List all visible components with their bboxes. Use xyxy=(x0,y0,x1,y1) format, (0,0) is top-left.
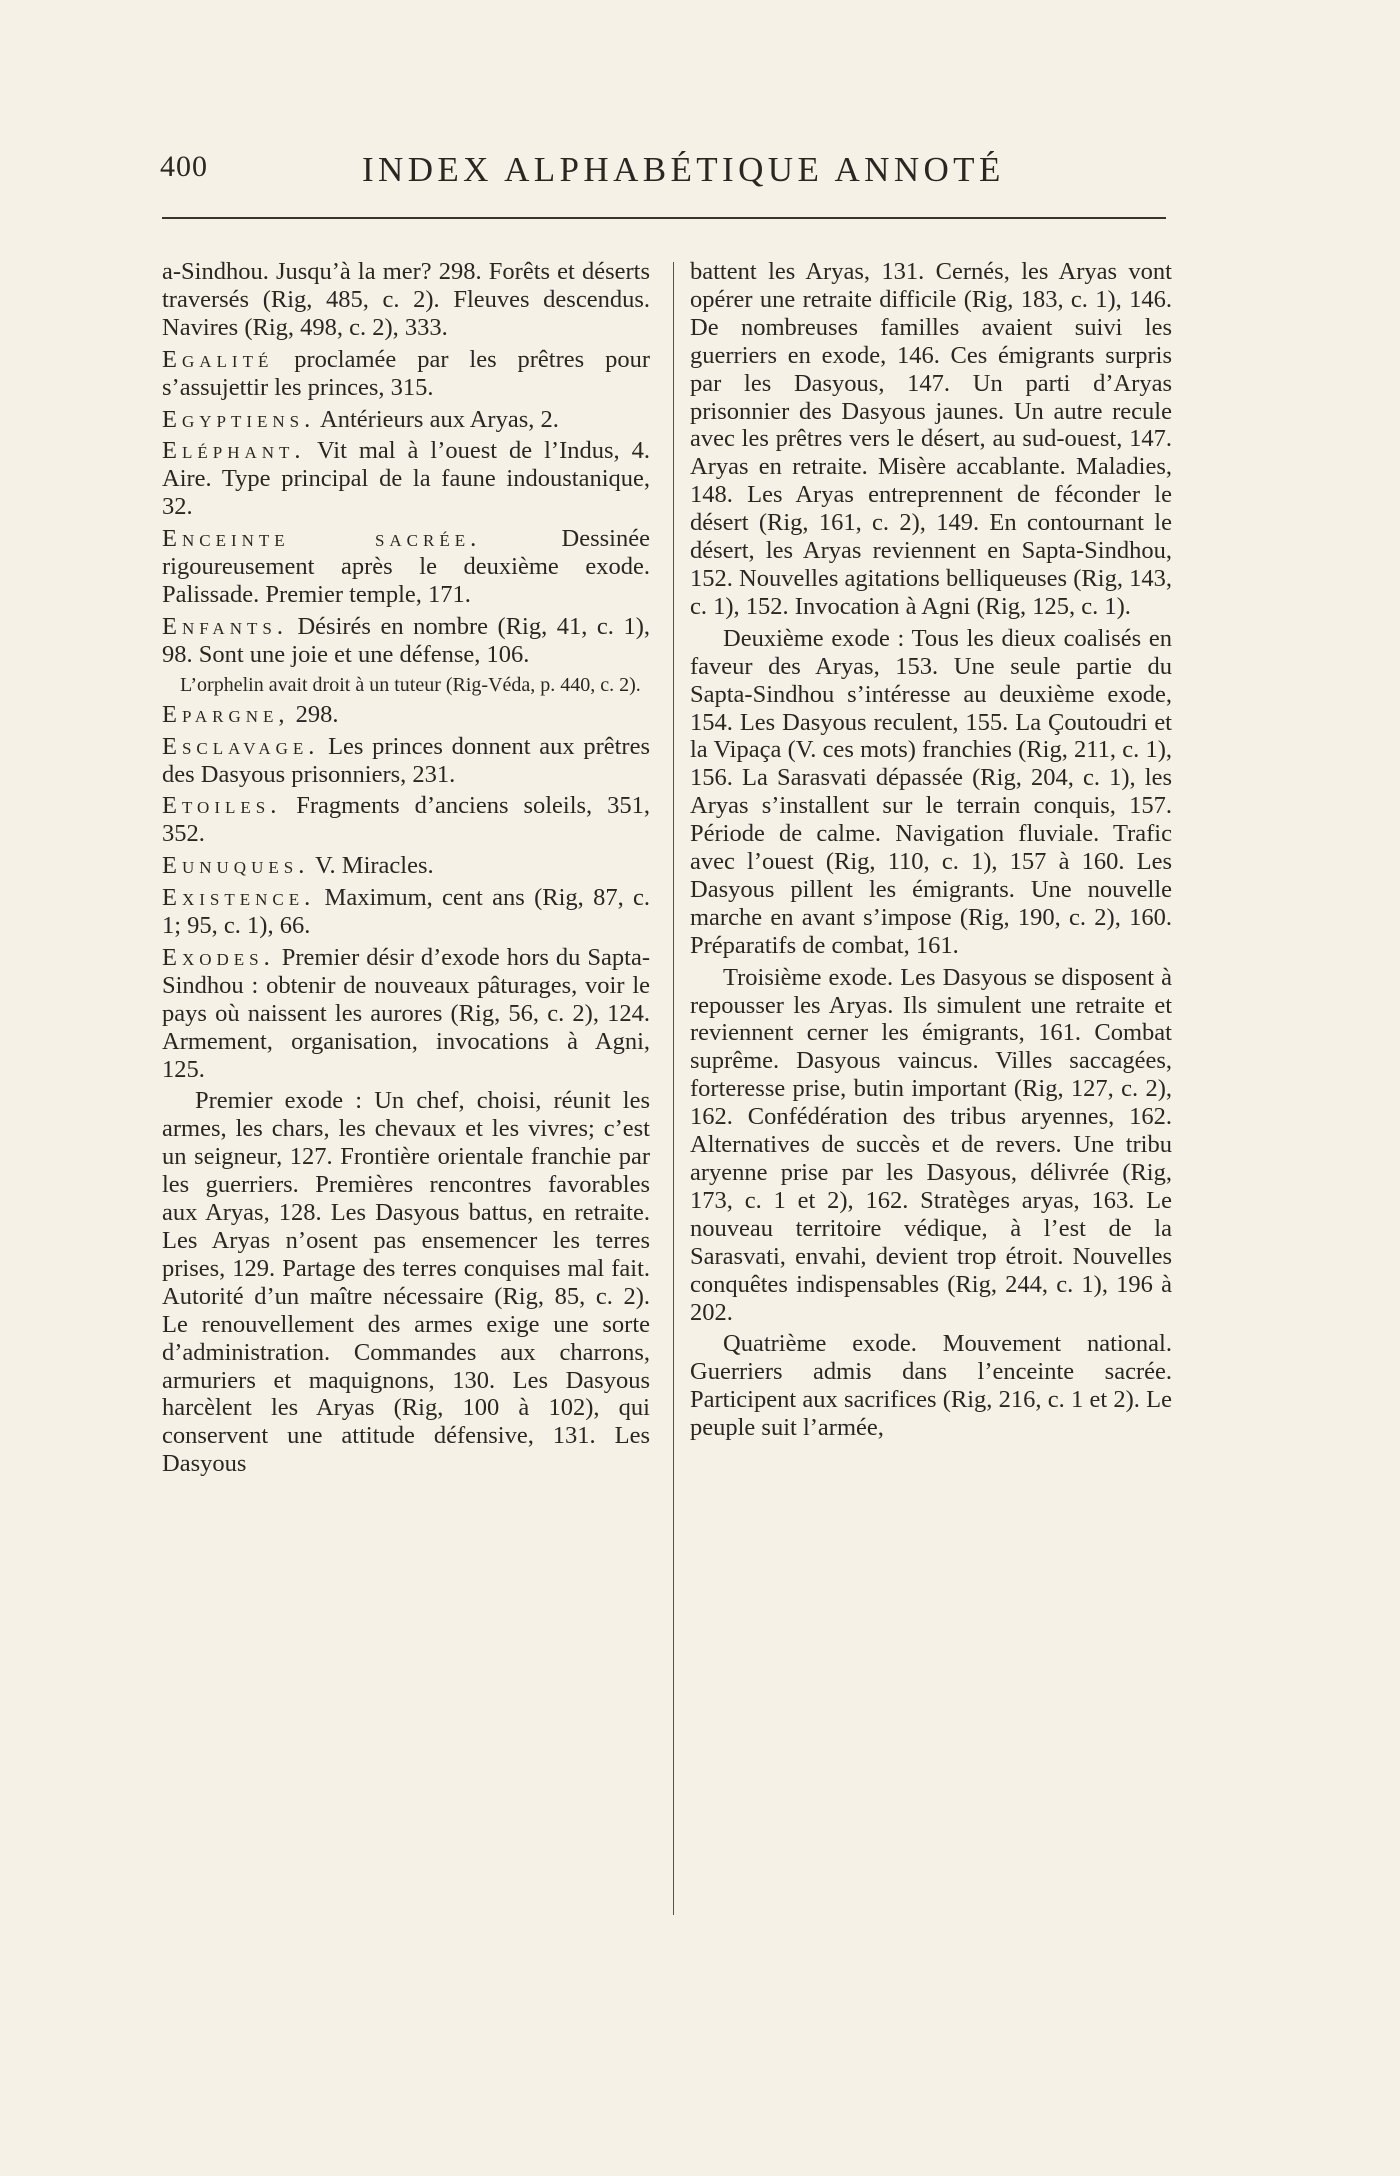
index-entry: a-Sindhou. Jusqu’à la mer? 298. Forêts et déserts traversés (Rig, 485, c. 2). Fleuves descendus. Navires (Rig, 498, c. 2), 333. xyxy=(162,258,650,341)
running-title: INDEX ALPHABÉTIQUE ANNOTÉ xyxy=(362,150,1005,189)
entry-headword: Epargne, xyxy=(162,700,290,728)
index-entry: Enceinte sacrée. Dessinée rigoureusement après le deuxième exode. Palissade. Premier temple, 171. xyxy=(162,525,650,608)
index-entry: Enfants. Désirés en nombre (Rig, 41, c. 1), 98. Sont une joie et une défense, 106. xyxy=(162,612,650,668)
entry-headword: Egyptiens. xyxy=(162,405,316,433)
header-rule xyxy=(162,217,1166,219)
index-entry: battent les Aryas, 131. Cernés, les Aryas vont opérer une retraite difficile (Rig, 183, c. 1), 146. De nombreuses familles avaient suivi les guerriers en exode, 146. Ces émigrants surpris par les Dasyous, 147. Un parti d’Aryas prisonnier des Dasyous jaunes. Un autre recule avec les prêtres vers le désert, au sud-ouest, 147. Aryas en retraite. Misère accablante. Maladies, 148. Les Aryas entreprennent de féconder le désert (Rig, 161, c. 2), 149. En contournant le désert, les Aryas reviennent en Sapta-Sindhou, 152. Nouvelles agitations belliqueuses (Rig, 143, c. 1), 152. Invocation à Agni (Rig, 125, c. 1). xyxy=(690,258,1172,620)
index-subentry: Deuxième exode : Tous les dieux coalisés en faveur des Aryas, 153. Une seule partie du Sapta-Sindhou s’intéresse au deuxième exode, 154. Les Dasyous reculent, 155. La Çoutoudri et la Vipaça (V. ces mots) franchies (Rig, 211, c. 1), 156. La Sarasvati dépassée (Rig, 204, c. 1), les Aryas s’installent sur le terrain conquis, 157. Période de calme. Navigation fluviale. Trafic avec l’ouest (Rig, 110, c. 1), 157 à 160. Les Dasyous pillent les émigrants. Une nouvelle marche en avant s’impose (Rig, 190, c. 2), 160. Préparatifs de combat, 161. xyxy=(690,624,1172,959)
page-header xyxy=(160,150,1050,200)
right-column xyxy=(690,258,1172,1446)
page-number: 400 xyxy=(160,150,208,183)
entry-headword: Etoiles. xyxy=(162,792,282,820)
entry-headword: Enfants. xyxy=(162,612,288,640)
index-entry: Epargne, 298. xyxy=(162,700,339,728)
index-entry: Egalité proclamée par les prêtres pour s’assujettir les princes, 315. xyxy=(162,345,650,401)
index-entry: Eunuques. V. Miracles. xyxy=(162,852,434,880)
index-subentry: Quatrième exode. Mouvement national. Guerriers admis dans l’enceinte sacrée. Participent aux sacrifices (Rig, 216, c. 1 et 2). Le peuple suit l’armée, xyxy=(690,1330,1172,1442)
index-entry: Egyptiens. Antérieurs aux Aryas, 2. xyxy=(162,405,559,433)
entry-note: L’orphelin avait droit à un tuteur (Rig-Véda, p. 440, c. 2). xyxy=(180,673,641,696)
index-subentry: Premier exode : Un chef, choisi, réunit les armes, les chars, les chevaux et les vivres; c’est un seigneur, 127. Frontière orientale franchie par les guerriers. Premières rencontres favorables aux Aryas, 128. Les Dasyous battus, en retraite. Les Aryas n’osent pas ensemencer les terres prises, 129. Partage des terres conquises mal fait. Autorité d’un maître nécessaire (Rig, 85, c. 2). Le renouvellement des armes exige une sorte d’administration. Commandes aux charrons, armuriers et maquignons, 130. Les Dasyous harcèlent les Aryas (Rig, 100 à 102), qui conservent une attitude défensive, 131. Les Dasyous xyxy=(162,1087,650,1478)
column-divider xyxy=(673,262,674,1915)
left-column xyxy=(162,258,650,1482)
entry-headword: Existence. xyxy=(162,884,316,912)
index-subentry: Troisième exode. Les Dasyous se disposent à repousser les Aryas. Ils simulent une retraite et reviennent cerner les émigrants, 161. Combat suprême. Dasyous vaincus. Villes saccagées, forteresse prise, butin important (Rig, 127, c. 2), 162. Confédération des tribus aryennes, 162. Alternatives de succès et de revers. Une tribu aryenne prise par les Dasyous, délivrée (Rig, 173, c. 1 et 2), 162. Stratèges aryas, 163. Le nouveau territoire védique, à l’est de la Sarasvati, envahi, devient trop étroit. Nouvelles conquêtes indispensables (Rig, 244, c. 1), 196 à 202. xyxy=(690,963,1172,1326)
index-entry: Eléphant. Vit mal à l’ouest de l’Indus, 4. Aire. Type principal de la faune indoustanique, 32. xyxy=(162,437,650,521)
index-entry: Etoiles. Fragments d’anciens soleils, 351, 352. xyxy=(162,792,650,848)
entry-headword: Egalité xyxy=(162,345,274,373)
entry-headword: Esclavage. xyxy=(162,732,320,760)
index-entry: Esclavage. Les princes donnent aux prêtres des Dasyous prisonniers, 231. xyxy=(162,732,650,788)
index-entry: Exodes. Premier désir d’exode hors du Sapta-Sindhou : obtenir de nouveaux pâturages, voir le pays où naissent les aurores (Rig, 56, c. 2), 124. Armement, organisation, invocations à Agni, 125. xyxy=(162,943,650,1083)
entry-headword: Eunuques. xyxy=(162,852,310,880)
entry-headword: Enceinte sacrée. xyxy=(162,525,482,553)
entry-headword: Exodes. xyxy=(162,943,275,971)
entry-headword: Eléphant. xyxy=(162,437,306,465)
index-entry: Existence. Maximum, cent ans (Rig, 87, c. 1; 95, c. 1), 66. xyxy=(162,884,650,940)
